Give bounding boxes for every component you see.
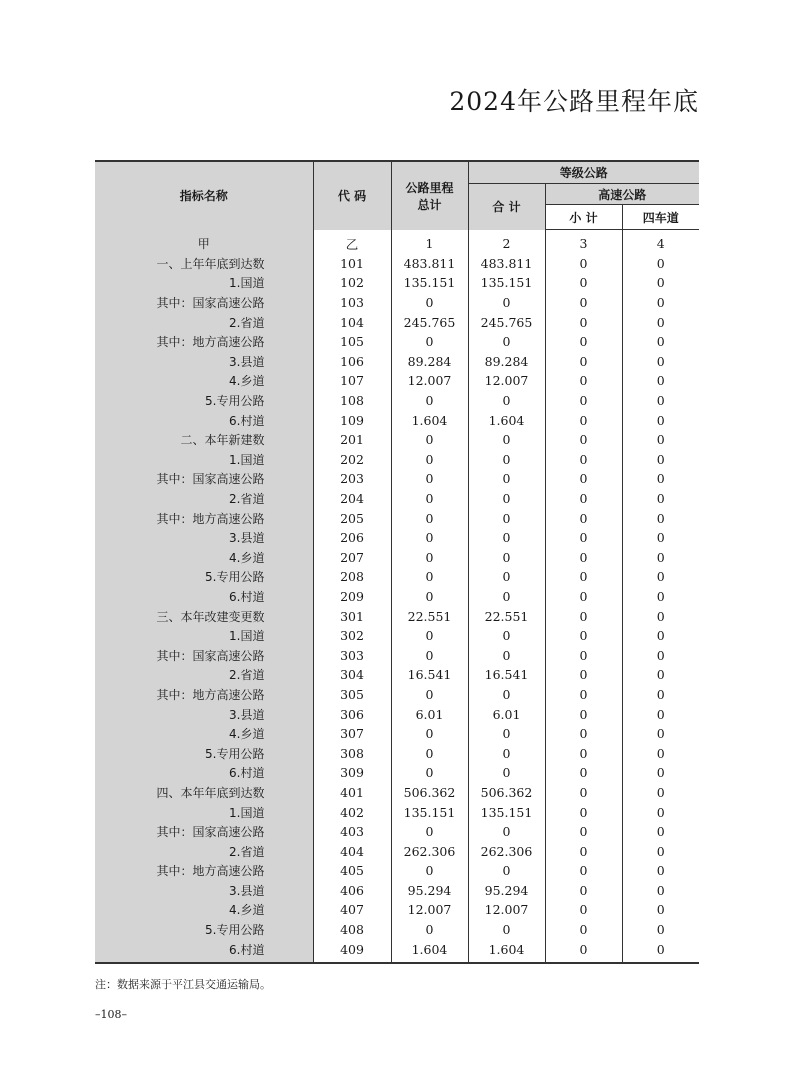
code-cell: 209 (313, 587, 391, 607)
code-cell: 102 (313, 273, 391, 293)
indicator-name-cell: 1.国道 (95, 450, 313, 470)
page-title: 2024年公路里程年底 (449, 87, 699, 116)
indicator-name-cell: 2.省道 (95, 312, 313, 332)
expressway-subtotal-cell: 0 (545, 841, 622, 861)
code-cell: 乙 (313, 230, 391, 254)
indicator-name-cell: 5.专用公路 (95, 567, 313, 587)
indicator-name-cell: 4.乡道 (95, 900, 313, 920)
code-cell: 408 (313, 920, 391, 940)
four-lane-cell: 0 (622, 743, 699, 763)
table-row (95, 704, 699, 724)
code-cell: 208 (313, 567, 391, 587)
four-lane-cell: 0 (622, 430, 699, 450)
total-cell: 0 (391, 724, 468, 744)
expressway-subtotal-cell: 0 (545, 293, 622, 313)
total-cell: 0 (391, 430, 468, 450)
graded-total-cell: 262.306 (468, 841, 545, 861)
four-lane-cell: 0 (622, 312, 699, 332)
expressway-subtotal-cell: 0 (545, 665, 622, 685)
table-row (95, 312, 699, 332)
graded-total-cell: 0 (468, 724, 545, 744)
four-lane-cell: 0 (622, 724, 699, 744)
total-cell: 262.306 (391, 841, 468, 861)
indicator-name-cell: 1.国道 (95, 802, 313, 822)
table-row (95, 724, 699, 744)
code-cell: 307 (313, 724, 391, 744)
indicator-name-cell: 二、本年新建数 (95, 430, 313, 450)
expressway-subtotal-cell: 0 (545, 802, 622, 822)
table-row (95, 920, 699, 940)
code-cell: 306 (313, 704, 391, 724)
table-row (95, 685, 699, 705)
total-cell: 0 (391, 920, 468, 940)
four-lane-cell: 4 (622, 230, 699, 254)
indicator-name-cell: 3.县道 (95, 704, 313, 724)
graded-total-cell: 0 (468, 548, 545, 568)
graded-total-cell: 0 (468, 626, 545, 646)
expressway-subtotal-cell: 0 (545, 626, 622, 646)
expressway-subtotal-cell: 0 (545, 391, 622, 411)
total-cell: 0 (391, 508, 468, 528)
table-row (95, 802, 699, 822)
table-row (95, 430, 699, 450)
expressway-subtotal-cell: 0 (545, 312, 622, 332)
graded-total-cell: 22.551 (468, 606, 545, 626)
header-total-line1: 公路里程 (405, 180, 454, 195)
graded-total-cell: 2 (468, 230, 545, 254)
table-row (95, 273, 699, 293)
table-row (95, 763, 699, 783)
graded-total-cell: 0 (468, 469, 545, 489)
code-cell: 301 (313, 606, 391, 626)
code-cell: 203 (313, 469, 391, 489)
total-cell: 95.294 (391, 881, 468, 901)
table-row (95, 371, 699, 391)
graded-total-cell: 1.604 (468, 410, 545, 430)
code-cell: 106 (313, 352, 391, 372)
indicator-name-cell: 其中：地方高速公路 (95, 508, 313, 528)
indicator-name-cell: 3.县道 (95, 352, 313, 372)
graded-total-cell: 0 (468, 567, 545, 587)
header-indicator-name: 指标名称 (95, 161, 313, 230)
indicator-name-cell: 其中：国家高速公路 (95, 293, 313, 313)
expressway-subtotal-cell: 0 (545, 724, 622, 744)
expressway-subtotal-cell: 0 (545, 371, 622, 391)
expressway-subtotal-cell: 0 (545, 861, 622, 881)
four-lane-cell: 0 (622, 920, 699, 940)
four-lane-cell: 0 (622, 645, 699, 665)
indicator-name-cell: 其中：地方高速公路 (95, 861, 313, 881)
total-cell: 0 (391, 469, 468, 489)
total-cell: 1.604 (391, 939, 468, 963)
expressway-subtotal-cell: 0 (545, 352, 622, 372)
indicator-name-cell: 其中：国家高速公路 (95, 822, 313, 842)
code-cell: 109 (313, 410, 391, 430)
header-graded-road: 等级公路 (468, 161, 699, 184)
four-lane-cell: 0 (622, 254, 699, 274)
table-row (95, 841, 699, 861)
total-cell: 0 (391, 685, 468, 705)
four-lane-cell: 0 (622, 410, 699, 430)
indicator-name-cell: 其中：地方高速公路 (95, 685, 313, 705)
graded-total-cell: 0 (468, 489, 545, 509)
four-lane-cell: 0 (622, 881, 699, 901)
expressway-subtotal-cell: 0 (545, 410, 622, 430)
table-header (95, 161, 699, 230)
code-cell: 101 (313, 254, 391, 274)
four-lane-cell: 0 (622, 900, 699, 920)
expressway-subtotal-cell: 3 (545, 230, 622, 254)
four-lane-cell: 0 (622, 528, 699, 548)
table-row (95, 587, 699, 607)
indicator-name-cell: 6.村道 (95, 939, 313, 963)
page-number: –108– (95, 1008, 127, 1021)
indicator-name-cell: 5.专用公路 (95, 920, 313, 940)
table-row (95, 567, 699, 587)
total-cell: 0 (391, 450, 468, 470)
expressway-subtotal-cell: 0 (545, 743, 622, 763)
total-cell: 0 (391, 332, 468, 352)
code-cell: 105 (313, 332, 391, 352)
table-row (95, 645, 699, 665)
indicator-name-cell: 5.专用公路 (95, 391, 313, 411)
total-cell: 0 (391, 528, 468, 548)
graded-total-cell: 95.294 (468, 881, 545, 901)
table-row (95, 822, 699, 842)
four-lane-cell: 0 (622, 704, 699, 724)
header-four-lane: 四车道 (622, 205, 699, 230)
code-cell: 405 (313, 861, 391, 881)
expressway-subtotal-cell: 0 (545, 900, 622, 920)
four-lane-cell: 0 (622, 861, 699, 881)
table-row (95, 861, 699, 881)
indicator-name-cell: 6.村道 (95, 763, 313, 783)
four-lane-cell: 0 (622, 450, 699, 470)
total-cell: 0 (391, 587, 468, 607)
graded-total-cell: 506.362 (468, 783, 545, 803)
four-lane-cell: 0 (622, 508, 699, 528)
expressway-subtotal-cell: 0 (545, 450, 622, 470)
code-cell: 104 (313, 312, 391, 332)
code-cell: 107 (313, 371, 391, 391)
code-cell: 302 (313, 626, 391, 646)
expressway-subtotal-cell: 0 (545, 685, 622, 705)
table-row (95, 665, 699, 685)
total-cell: 0 (391, 548, 468, 568)
total-cell: 1.604 (391, 410, 468, 430)
graded-total-cell: 0 (468, 645, 545, 665)
indicator-name-cell: 其中：国家高速公路 (95, 645, 313, 665)
indicator-name-cell: 其中：国家高速公路 (95, 469, 313, 489)
code-cell: 303 (313, 645, 391, 665)
indicator-name-cell: 4.乡道 (95, 371, 313, 391)
four-lane-cell: 0 (622, 841, 699, 861)
expressway-subtotal-cell: 0 (545, 430, 622, 450)
total-cell: 0 (391, 391, 468, 411)
graded-total-cell: 16.541 (468, 665, 545, 685)
total-cell: 16.541 (391, 665, 468, 685)
graded-total-cell: 483.811 (468, 254, 545, 274)
four-lane-cell: 0 (622, 273, 699, 293)
four-lane-cell: 0 (622, 371, 699, 391)
table-row (95, 352, 699, 372)
expressway-subtotal-cell: 0 (545, 783, 622, 803)
total-cell: 0 (391, 567, 468, 587)
code-cell: 403 (313, 822, 391, 842)
indicator-name-cell: 2.省道 (95, 841, 313, 861)
total-cell: 245.765 (391, 312, 468, 332)
expressway-subtotal-cell: 0 (545, 548, 622, 568)
expressway-subtotal-cell: 0 (545, 939, 622, 963)
graded-total-cell: 1.604 (468, 939, 545, 963)
graded-total-cell: 0 (468, 332, 545, 352)
code-cell: 401 (313, 783, 391, 803)
header-graded-total: 合 计 (468, 184, 545, 230)
table-row (95, 332, 699, 352)
total-cell: 0 (391, 822, 468, 842)
table-row (95, 230, 699, 254)
graded-total-cell: 89.284 (468, 352, 545, 372)
four-lane-cell: 0 (622, 783, 699, 803)
four-lane-cell: 0 (622, 469, 699, 489)
four-lane-cell: 0 (622, 763, 699, 783)
expressway-subtotal-cell: 0 (545, 469, 622, 489)
graded-total-cell: 12.007 (468, 371, 545, 391)
four-lane-cell: 0 (622, 352, 699, 372)
indicator-name-cell: 5.专用公路 (95, 743, 313, 763)
code-cell: 404 (313, 841, 391, 861)
header-subtotal: 小 计 (545, 205, 622, 230)
total-cell: 0 (391, 763, 468, 783)
total-cell: 1 (391, 230, 468, 254)
graded-total-cell: 0 (468, 763, 545, 783)
graded-total-cell: 0 (468, 920, 545, 940)
graded-total-cell: 0 (468, 685, 545, 705)
table-row (95, 881, 699, 901)
expressway-subtotal-cell: 0 (545, 645, 622, 665)
indicator-name-cell: 2.省道 (95, 489, 313, 509)
four-lane-cell: 0 (622, 665, 699, 685)
total-cell: 6.01 (391, 704, 468, 724)
table-row (95, 489, 699, 509)
total-cell: 506.362 (391, 783, 468, 803)
table-row (95, 450, 699, 470)
table-row (95, 508, 699, 528)
four-lane-cell: 0 (622, 391, 699, 411)
four-lane-cell: 0 (622, 939, 699, 963)
code-cell: 201 (313, 430, 391, 450)
code-cell: 205 (313, 508, 391, 528)
four-lane-cell: 0 (622, 802, 699, 822)
four-lane-cell: 0 (622, 293, 699, 313)
expressway-subtotal-cell: 0 (545, 273, 622, 293)
table-row (95, 900, 699, 920)
graded-total-cell: 0 (468, 528, 545, 548)
table-row (95, 293, 699, 313)
total-cell: 0 (391, 626, 468, 646)
indicator-name-cell: 4.乡道 (95, 548, 313, 568)
four-lane-cell: 0 (622, 685, 699, 705)
expressway-subtotal-cell: 0 (545, 704, 622, 724)
total-cell: 89.284 (391, 352, 468, 372)
expressway-subtotal-cell: 0 (545, 508, 622, 528)
code-cell: 206 (313, 528, 391, 548)
header-expressway: 高速公路 (545, 184, 699, 205)
expressway-subtotal-cell: 0 (545, 332, 622, 352)
total-cell: 12.007 (391, 371, 468, 391)
table-body (95, 230, 699, 963)
expressway-subtotal-cell: 0 (545, 587, 622, 607)
header-total (391, 161, 468, 230)
code-cell: 308 (313, 743, 391, 763)
four-lane-cell: 0 (622, 567, 699, 587)
expressway-subtotal-cell: 0 (545, 489, 622, 509)
graded-total-cell: 245.765 (468, 312, 545, 332)
indicator-name-cell: 四、本年年底到达数 (95, 783, 313, 803)
total-cell: 0 (391, 743, 468, 763)
graded-total-cell: 135.151 (468, 273, 545, 293)
indicator-name-cell: 1.国道 (95, 626, 313, 646)
graded-total-cell: 0 (468, 450, 545, 470)
total-cell: 12.007 (391, 900, 468, 920)
indicator-name-cell: 甲 (95, 230, 313, 254)
four-lane-cell: 0 (622, 587, 699, 607)
code-cell: 407 (313, 900, 391, 920)
code-cell: 304 (313, 665, 391, 685)
header-code: 代 码 (313, 161, 391, 230)
indicator-name-cell: 三、本年改建变更数 (95, 606, 313, 626)
code-cell: 204 (313, 489, 391, 509)
expressway-subtotal-cell: 0 (545, 606, 622, 626)
graded-total-cell: 6.01 (468, 704, 545, 724)
graded-total-cell: 0 (468, 822, 545, 842)
code-cell: 309 (313, 763, 391, 783)
table-row (95, 548, 699, 568)
indicator-name-cell: 其中：地方高速公路 (95, 332, 313, 352)
indicator-name-cell: 3.县道 (95, 528, 313, 548)
expressway-subtotal-cell: 0 (545, 822, 622, 842)
indicator-name-cell: 6.村道 (95, 587, 313, 607)
four-lane-cell: 0 (622, 548, 699, 568)
indicator-name-cell: 3.县道 (95, 881, 313, 901)
four-lane-cell: 0 (622, 626, 699, 646)
four-lane-cell: 0 (622, 332, 699, 352)
table-row (95, 939, 699, 963)
table-row (95, 391, 699, 411)
total-cell: 135.151 (391, 802, 468, 822)
four-lane-cell: 0 (622, 822, 699, 842)
table-row (95, 783, 699, 803)
four-lane-cell: 0 (622, 489, 699, 509)
graded-total-cell: 0 (468, 293, 545, 313)
road-mileage-table (95, 160, 699, 964)
header-total-line2: 总计 (417, 197, 442, 212)
expressway-subtotal-cell: 0 (545, 763, 622, 783)
expressway-subtotal-cell: 0 (545, 881, 622, 901)
graded-total-cell: 0 (468, 743, 545, 763)
graded-total-cell: 0 (468, 508, 545, 528)
table-row (95, 528, 699, 548)
indicator-name-cell: 一、上年年底到达数 (95, 254, 313, 274)
code-cell: 406 (313, 881, 391, 901)
graded-total-cell: 12.007 (468, 900, 545, 920)
source-note: 注：数据来源于平江县交通运输局。 (95, 978, 271, 991)
graded-total-cell: 135.151 (468, 802, 545, 822)
code-cell: 409 (313, 939, 391, 963)
total-cell: 0 (391, 489, 468, 509)
table-row (95, 254, 699, 274)
table-row (95, 410, 699, 430)
indicator-name-cell: 1.国道 (95, 273, 313, 293)
code-cell: 108 (313, 391, 391, 411)
code-cell: 305 (313, 685, 391, 705)
total-cell: 135.151 (391, 273, 468, 293)
total-cell: 0 (391, 645, 468, 665)
expressway-subtotal-cell: 0 (545, 920, 622, 940)
code-cell: 207 (313, 548, 391, 568)
table-row (95, 626, 699, 646)
indicator-name-cell: 6.村道 (95, 410, 313, 430)
expressway-subtotal-cell: 0 (545, 567, 622, 587)
graded-total-cell: 0 (468, 430, 545, 450)
four-lane-cell: 0 (622, 606, 699, 626)
graded-total-cell: 0 (468, 391, 545, 411)
graded-total-cell: 0 (468, 587, 545, 607)
table-row (95, 743, 699, 763)
code-cell: 202 (313, 450, 391, 470)
expressway-subtotal-cell: 0 (545, 254, 622, 274)
total-cell: 0 (391, 293, 468, 313)
graded-total-cell: 0 (468, 861, 545, 881)
total-cell: 22.551 (391, 606, 468, 626)
code-cell: 103 (313, 293, 391, 313)
table-row (95, 469, 699, 489)
total-cell: 483.811 (391, 254, 468, 274)
indicator-name-cell: 2.省道 (95, 665, 313, 685)
total-cell: 0 (391, 861, 468, 881)
indicator-name-cell: 4.乡道 (95, 724, 313, 744)
table-row (95, 606, 699, 626)
expressway-subtotal-cell: 0 (545, 528, 622, 548)
code-cell: 402 (313, 802, 391, 822)
